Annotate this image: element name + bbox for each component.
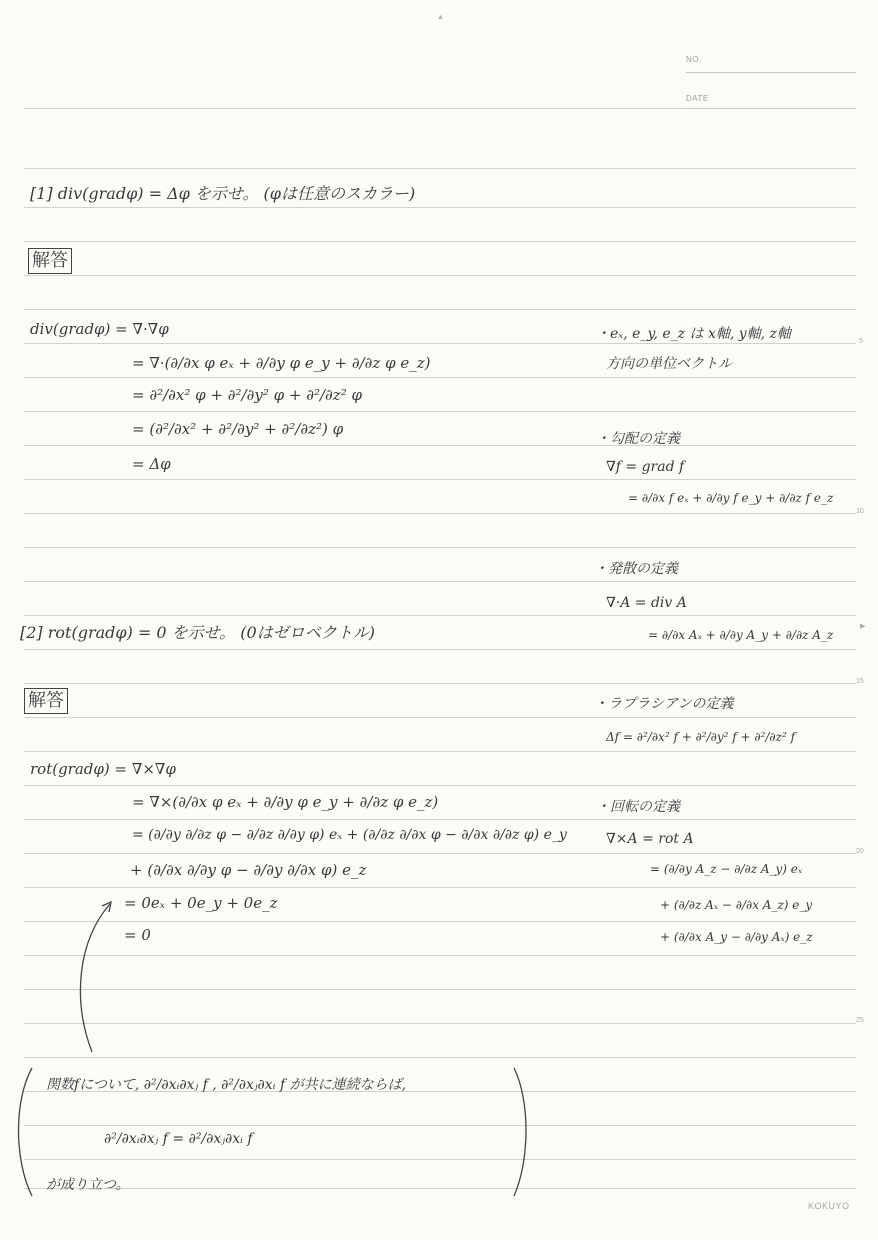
note-rotation: + (∂/∂z Aₓ − ∂/∂x A_z) e_y bbox=[660, 898, 813, 912]
theorem-line1: 関数fについて, ∂²/∂xᵢ∂xⱼ f , ∂²/∂xⱼ∂xᵢ f が共に連続ならば, bbox=[46, 1077, 407, 1093]
note-rotation: ・回転の定義 bbox=[596, 799, 680, 815]
side-triangle-mark: ▶ bbox=[860, 623, 866, 630]
problem2-line: + (∂/∂x ∂/∂y φ − ∂/∂y ∂/∂x φ) e_z bbox=[130, 861, 367, 879]
problem2-line: = (∂/∂y ∂/∂z φ − ∂/∂z ∂/∂y φ) eₓ + (∂/∂z ∂/∂x φ − ∂/∂x ∂/∂z φ) e_y bbox=[132, 827, 567, 843]
note-rotation: + (∂/∂x A_y − ∂/∂y Aₓ) e_z bbox=[660, 930, 813, 944]
problem1-title: [1] div(gradφ) = Δφ を示せ。 (φは任意のスカラー) bbox=[30, 184, 416, 203]
note-divergence: = ∂/∂x Aₓ + ∂/∂y A_y + ∂/∂z A_z bbox=[648, 628, 834, 642]
margin-mark: 15 bbox=[856, 678, 864, 685]
problem1-line: = ∇·(∂/∂x φ eₓ + ∂/∂y φ e_y + ∂/∂z φ e_z) bbox=[132, 354, 431, 372]
problem2-line: = 0eₓ + 0e_y + 0e_z bbox=[124, 894, 278, 912]
margin-mark: 5 bbox=[859, 338, 863, 345]
theorem-line2: ∂²/∂xᵢ∂xⱼ f = ∂²/∂xⱼ∂xᵢ f bbox=[104, 1131, 253, 1147]
problem2-line: rot(gradφ) = ∇×∇φ bbox=[30, 760, 176, 778]
note-gradient: = ∂/∂x f eₓ + ∂/∂y f e_y + ∂/∂z f e_z bbox=[628, 491, 834, 505]
note-gradient: ∇f = grad f bbox=[606, 459, 685, 475]
problem1-answer-label: 解答 bbox=[28, 248, 72, 274]
problem2-line: = ∇×(∂/∂x φ eₓ + ∂/∂y φ e_y + ∂/∂z φ e_z) bbox=[132, 793, 439, 811]
note-gradient: ・勾配の定義 bbox=[596, 431, 680, 447]
problem2-line: = 0 bbox=[124, 926, 151, 944]
left-bracket bbox=[19, 1068, 33, 1196]
no-label: NO. bbox=[686, 55, 702, 64]
margin-mark: 10 bbox=[856, 508, 864, 515]
top-triangle-mark: ▲ bbox=[437, 14, 444, 21]
date-label: DATE bbox=[686, 94, 709, 103]
right-bracket bbox=[514, 1068, 526, 1196]
theorem-line3: が成り立つ。 bbox=[46, 1177, 130, 1193]
problem2-answer-label: 解答 bbox=[24, 688, 68, 714]
problem1-line: = Δφ bbox=[132, 455, 171, 473]
note-unit-vectors: ・eₓ, e_y, e_z は x軸, y軸, z軸 bbox=[596, 326, 791, 342]
note-unit-vectors: 方向の単位ベクトル bbox=[606, 356, 732, 372]
margin-mark: 20 bbox=[856, 848, 864, 855]
brand-mark: KOKUYO bbox=[808, 1201, 850, 1211]
problem2-title: [2] rot(gradφ) = 0 を示せ。 (0はゼロベクトル) bbox=[20, 623, 375, 642]
note-laplacian: ・ラプラシアンの定義 bbox=[594, 696, 734, 712]
note-divergence: ・発散の定義 bbox=[594, 561, 678, 577]
note-rotation: ∇×A = rot A bbox=[606, 831, 694, 847]
problem1-line: = (∂²/∂x² + ∂²/∂y² + ∂²/∂z²) φ bbox=[132, 420, 344, 438]
problem1-line: = ∂²/∂x² φ + ∂²/∂y² φ + ∂²/∂z² φ bbox=[132, 386, 362, 404]
note-rotation: = (∂/∂y A_z − ∂/∂z A_y) eₓ bbox=[650, 862, 803, 876]
margin-mark: 25 bbox=[856, 1017, 864, 1024]
note-laplacian: Δf = ∂²/∂x² f + ∂²/∂y² f + ∂²/∂z² f bbox=[606, 730, 796, 744]
problem1-line: div(gradφ) = ∇·∇φ bbox=[30, 320, 169, 338]
note-divergence: ∇·A = div A bbox=[606, 595, 687, 611]
